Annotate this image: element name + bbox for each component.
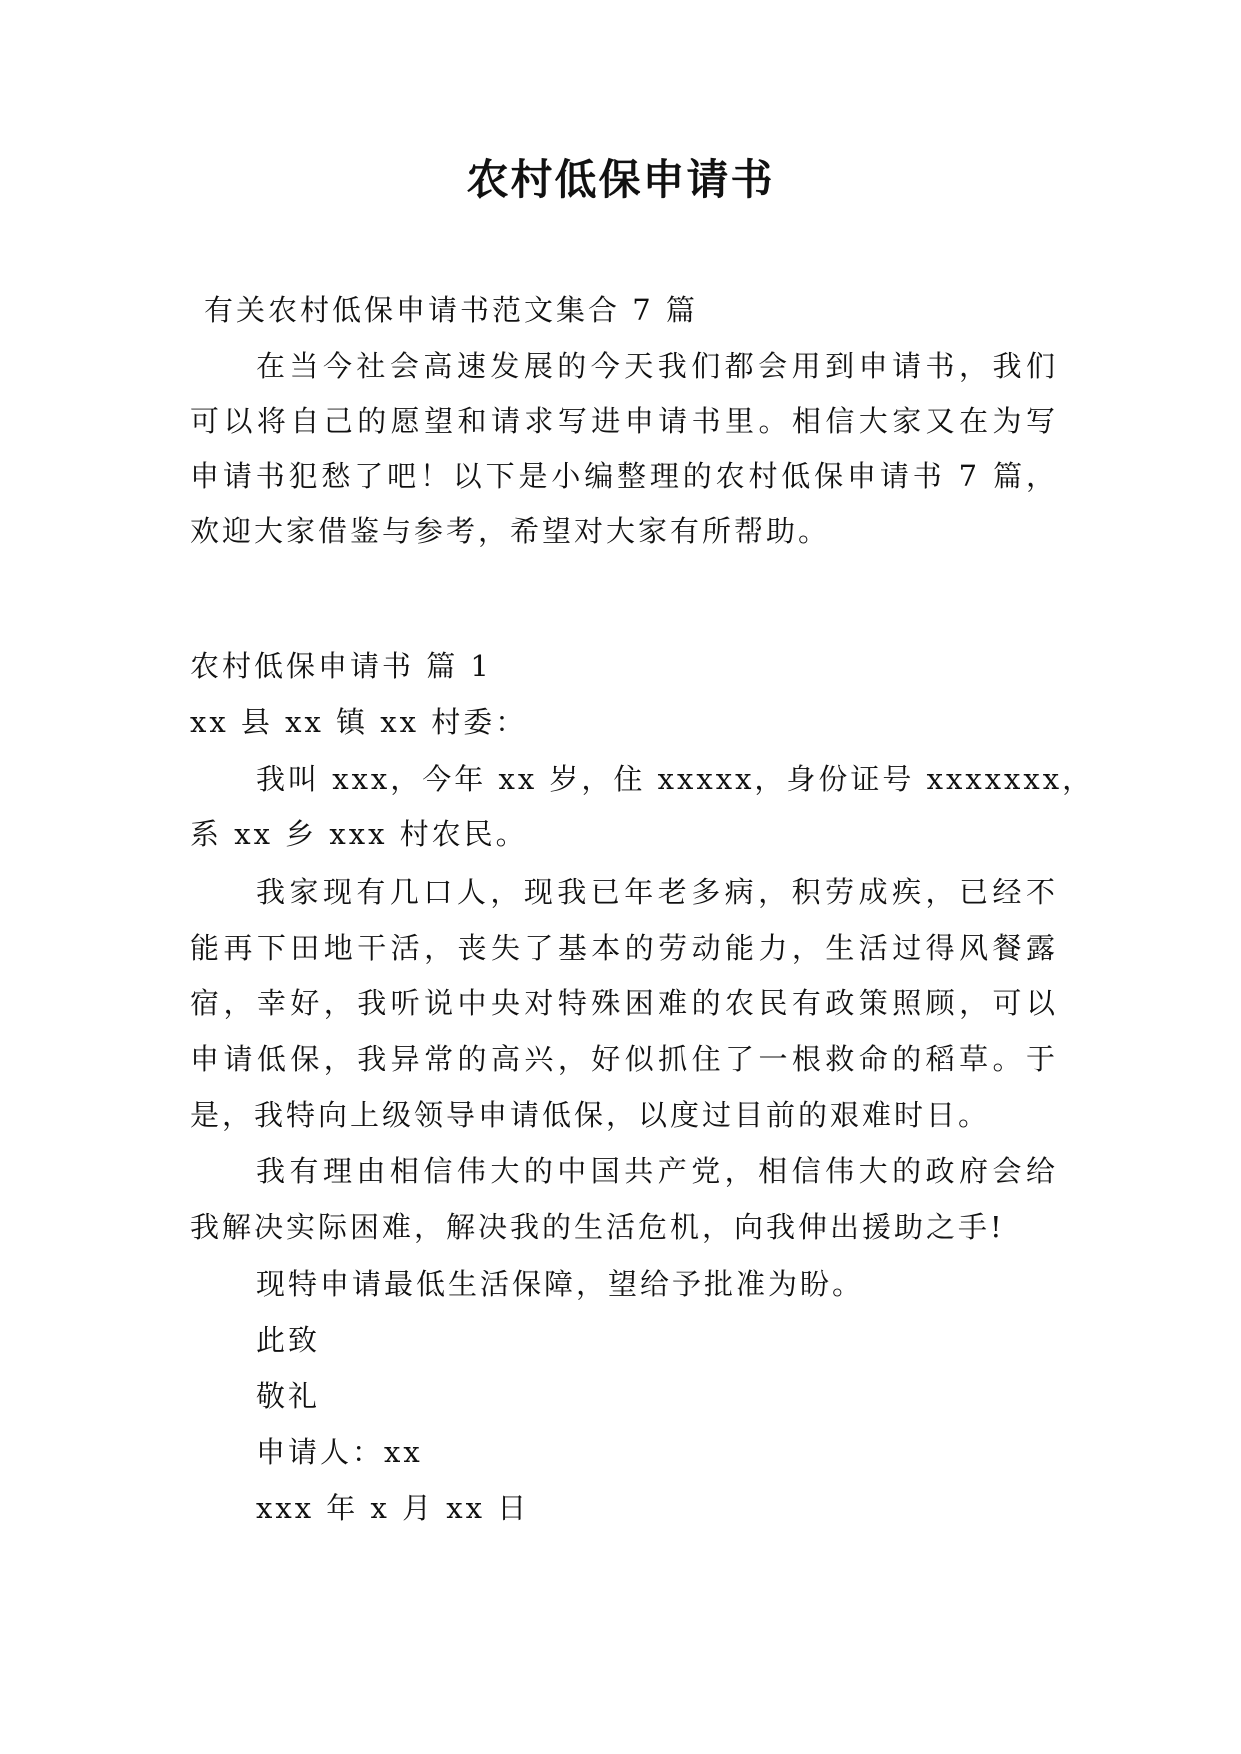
body-line: 现特申请最低生活保障，望给予批准为盼。 (256, 1267, 865, 1301)
application-date: xxx 年 x 月 xx 日 (256, 1491, 530, 1525)
body-line: 我叫 xxx，今年 xx 岁，住 xxxxx，身份证号 xxxxxxx， (256, 762, 1095, 796)
applicant-signature: 申请人：xx (256, 1435, 423, 1469)
body-line: 是，我特向上级领导申请低保，以度过目前的艰难时日。 (190, 1098, 991, 1132)
body-line: 系 xx 乡 xxx 村农民。 (190, 817, 528, 851)
salutation: xx 县 xx 镇 xx 村委： (190, 705, 528, 739)
body-line: 宿，幸好，我听说中央对特殊困难的农民有政策照顾，可以 (190, 986, 1058, 1020)
body-line: 申请低保，我异常的高兴，好似抓住了一根救命的稻草。于 (190, 1042, 1058, 1076)
section-heading: 农村低保申请书 篇 1 (190, 649, 492, 683)
body-line: 我有理由相信伟大的中国共产党，相信伟大的政府会给 (256, 1154, 1058, 1188)
page-title: 农村低保申请书 (466, 155, 775, 204)
closing-jingli: 敬礼 (256, 1379, 321, 1413)
intro-line: 可以将自己的愿望和请求写进申请书里。相信大家又在为写 (190, 404, 1058, 438)
intro-line: 在当今社会高速发展的今天我们都会用到申请书，我们 (256, 349, 1058, 383)
body-line: 能再下田地干活，丧失了基本的劳动能力，生活过得风餐露 (190, 931, 1058, 965)
closing-cizhi: 此致 (256, 1323, 321, 1357)
body-line: 我家现有几口人，现我已年老多病，积劳成疾，已经不 (256, 875, 1058, 909)
subtitle: 有关农村低保申请书范文集合 7 篇 (204, 293, 698, 327)
body-line: 我解决实际困难，解决我的生活危机，向我伸出援助之手! (190, 1210, 1005, 1244)
intro-line: 申请书犯愁了吧！以下是小编整理的农村低保申请书 7 篇， (190, 459, 1058, 493)
intro-line: 欢迎大家借鉴与参考，希望对大家有所帮助。 (190, 514, 831, 548)
